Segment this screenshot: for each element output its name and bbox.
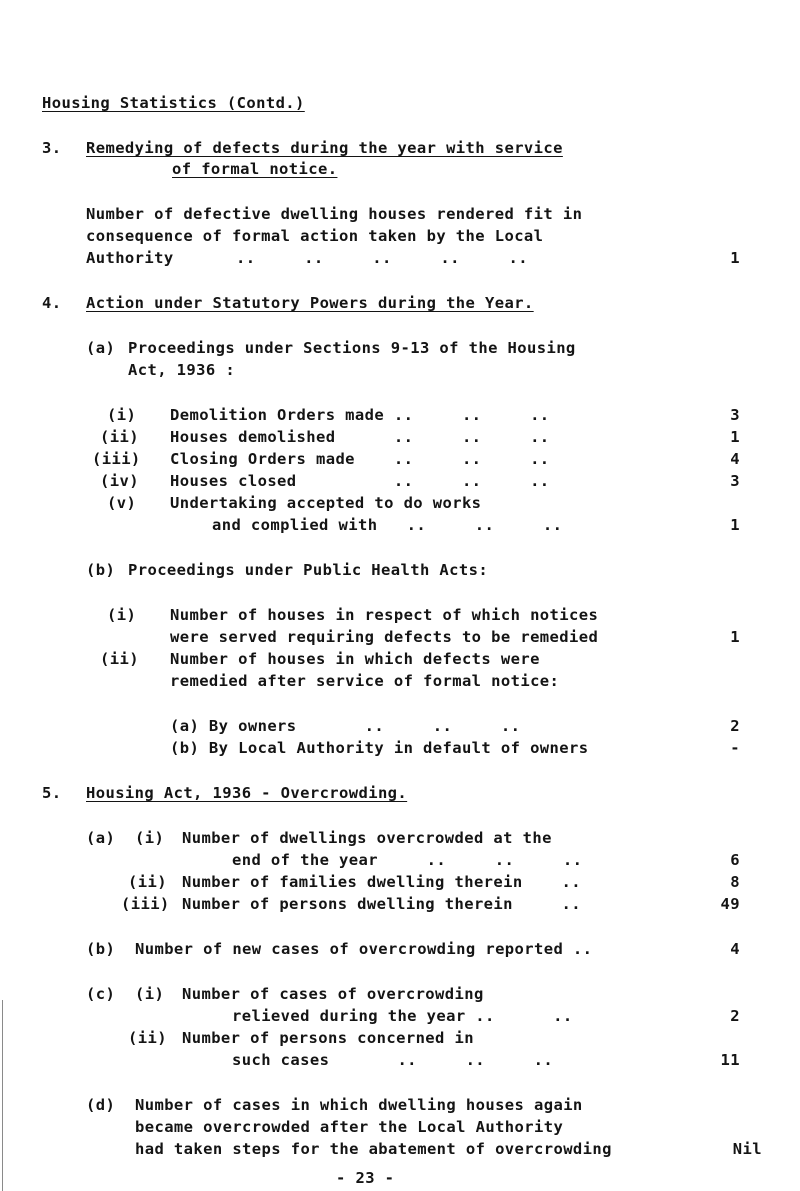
item-4a-iii-number: (iii) — [92, 450, 141, 468]
section-3-body-line3: Authority — [86, 249, 174, 267]
section-4a-line1: Proceedings under Sections 9-13 of the Housing — [128, 339, 576, 357]
item-5c-i-value: 2 — [730, 1007, 740, 1025]
section-5b-label: (b) — [86, 940, 116, 958]
section-3-number: 3. — [42, 139, 62, 157]
item-5a-iii-value: 49 — [720, 895, 740, 913]
item-4a-ii-number: (ii) — [100, 428, 139, 446]
section-3-value: 1 — [730, 249, 740, 267]
section-5b-text: Number of new cases of overcrowding reported .. — [135, 940, 593, 958]
section-4-number: 4. — [42, 294, 62, 312]
section-5a-label: (a) — [86, 829, 116, 847]
item-4a-iv-number: (iv) — [100, 472, 139, 490]
item-4a-i-text: Demolition Orders made .. .. .. — [170, 406, 550, 424]
scan-edge-line — [2, 1000, 3, 1191]
item-5c-ii-line1: Number of persons concerned in — [182, 1029, 474, 1047]
item-5c-ii-value: 11 — [720, 1051, 740, 1069]
item-4a-iv-text: Houses closed .. .. .. — [170, 472, 550, 490]
item-4b-ii-line2: remedied after service of formal notice: — [170, 672, 560, 690]
section-3-leader-dots: .. .. .. .. .. — [236, 249, 528, 267]
item-4b-i-line1: Number of houses in respect of which notices — [170, 606, 599, 624]
section-4a-label: (a) — [86, 339, 116, 357]
section-4b-title: Proceedings under Public Health Acts: — [128, 561, 489, 579]
item-5a-ii-value: 8 — [730, 873, 740, 891]
item-5c-ii-line2: such cases .. .. .. — [232, 1051, 554, 1069]
section-4b-label: (b) — [86, 561, 116, 579]
section-3-body-line2: consequence of formal action taken by the Local — [86, 227, 544, 245]
item-4a-v-text: Undertaking accepted to do works — [170, 494, 482, 512]
section-5b-value: 4 — [730, 940, 740, 958]
section-5-title: Housing Act, 1936 - Overcrowding. — [86, 784, 408, 802]
section-5d-label: (d) — [86, 1096, 116, 1114]
item-5c-i-number: (i) — [135, 985, 165, 1003]
item-4b-i-value: 1 — [730, 628, 740, 646]
item-5c-i-line2: relieved during the year .. .. — [232, 1007, 573, 1025]
section-5d-value: Nil — [732, 1140, 762, 1158]
item-4b-ii-a: (a) By owners .. .. .. — [170, 717, 521, 735]
item-4b-i-line2: were served requiring defects to be remedied — [170, 628, 599, 646]
item-4b-ii-number: (ii) — [100, 650, 139, 668]
item-4b-ii-a-value: 2 — [730, 717, 740, 735]
section-5d-line3: had taken steps for the abatement of overcrowding — [135, 1140, 612, 1158]
item-4a-i-number: (i) — [107, 406, 137, 424]
item-4a-v-number: (v) — [107, 494, 137, 512]
item-5a-i-text: Number of dwellings overcrowded at the — [182, 829, 552, 847]
item-4a-i-value: 3 — [730, 406, 740, 424]
item-4a-iv-value: 3 — [730, 472, 740, 490]
item-5a-ii-text: Number of families dwelling therein .. — [182, 873, 582, 891]
item-4b-ii-b-value: - — [730, 739, 740, 757]
item-5a-ii-number: (ii) — [128, 873, 167, 891]
item-4a-iii-value: 4 — [730, 450, 740, 468]
item-4a-ii-value: 1 — [730, 428, 740, 446]
item-4b-ii-b: (b) By Local Authority in default of owners — [170, 739, 589, 757]
section-3-body-line1: Number of defective dwelling houses rendered fit in — [86, 205, 583, 223]
section-3-title-line1: Remedying of defects during the year with service — [86, 139, 563, 157]
item-5a-i-text2: end of the year .. .. .. — [232, 851, 583, 869]
section-5d-line2: became overcrowded after the Local Authority — [135, 1118, 564, 1136]
item-4b-ii-line1: Number of houses in which defects were — [170, 650, 540, 668]
item-5a-i-value: 6 — [730, 851, 740, 869]
section-4-title: Action under Statutory Powers during the Year. — [86, 294, 534, 312]
item-4a-v-text2: and complied with .. .. .. — [212, 516, 563, 534]
section-5c-label: (c) — [86, 985, 116, 1003]
section-4a-line2: Act, 1936 : — [128, 361, 236, 379]
item-5c-i-line1: Number of cases of overcrowding — [182, 985, 484, 1003]
item-4b-i-number: (i) — [107, 606, 137, 624]
page-number: - 23 - — [336, 1169, 395, 1187]
section-5d-line1: Number of cases in which dwelling houses again — [135, 1096, 583, 1114]
item-5c-ii-number: (ii) — [128, 1029, 167, 1047]
item-4a-v-value: 1 — [730, 516, 740, 534]
item-5a-i-number: (i) — [135, 829, 165, 847]
running-header: Housing Statistics (Contd.) — [42, 94, 305, 112]
section-5-number: 5. — [42, 784, 62, 802]
section-3-title-line2: of formal notice. — [172, 160, 338, 178]
item-4a-ii-text: Houses demolished .. .. .. — [170, 428, 550, 446]
item-4a-iii-text: Closing Orders made .. .. .. — [170, 450, 550, 468]
item-5a-iii-number: (iii) — [121, 895, 170, 913]
item-5a-iii-text: Number of persons dwelling therein .. — [182, 895, 582, 913]
